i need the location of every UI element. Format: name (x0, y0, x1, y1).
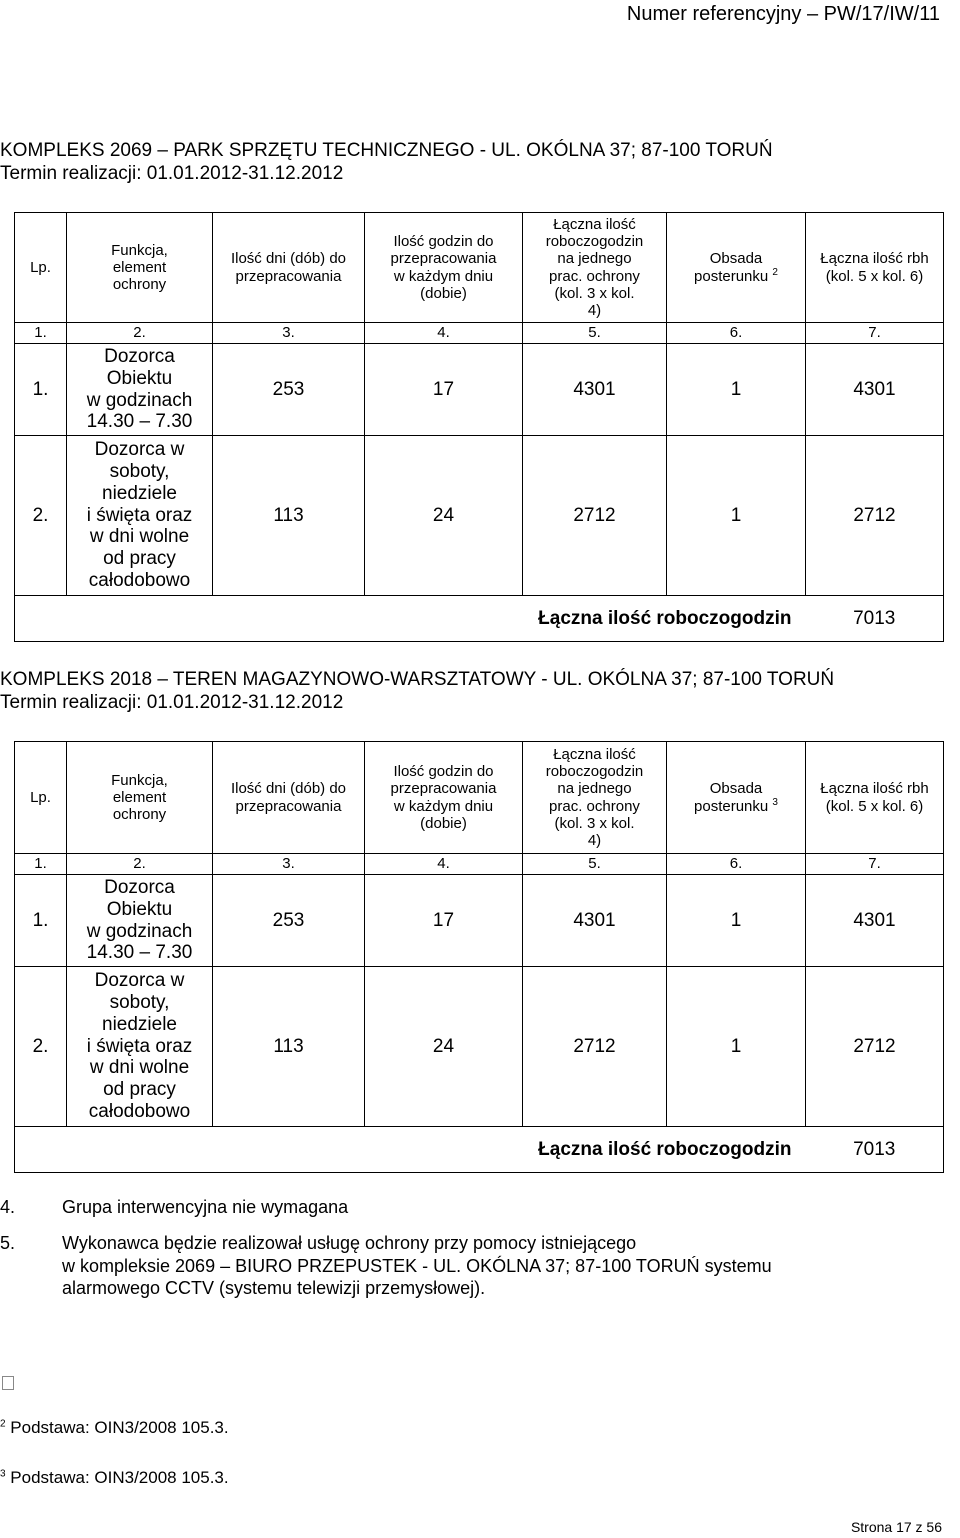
row-function: Dozorca Obiektu w godzinach 14.30 – 7.30 (67, 875, 213, 967)
col-header-lp: Lp. (15, 213, 67, 323)
row-days: 113 (213, 967, 365, 1127)
total-label: Łączna ilość roboczogodzin (15, 1127, 806, 1173)
table-header-row (15, 742, 944, 854)
footnote-text: Podstawa: OIN3/2008 105.3. (10, 1418, 229, 1437)
col-number: 3. (213, 854, 365, 875)
total-label: Łączna ilość roboczogodzin (15, 596, 806, 642)
col-number: 5. (523, 854, 667, 875)
row-lp: 2. (15, 967, 67, 1127)
footnote-2 (0, 1418, 229, 1438)
col-number: 7. (806, 854, 944, 875)
note-number: 5. (0, 1233, 16, 1253)
col-number: 7. (806, 323, 944, 344)
col-header-lp: Lp. (15, 742, 67, 854)
note-number: 4. (0, 1197, 16, 1217)
row-hours: 17 (365, 344, 523, 436)
row-total-hours: 4301 (523, 875, 667, 967)
col-header-crew: Obsada posterunku $^3$ (667, 742, 806, 854)
row-rbh: 2712 (806, 967, 944, 1127)
col-number: 4. (365, 323, 523, 344)
col-header-rbh: Łączna ilość rbh (kol. 5 x kol. 6) (806, 742, 944, 854)
note-text: w kompleksie 2069 – BIURO PRZEPUSTEK - UL. OKÓLNA 37; 87-100 TORUŃ systemu (62, 1255, 772, 1276)
total-value: 7013 (806, 596, 944, 642)
total-value: 7013 (806, 1127, 944, 1173)
footnote-marker: 2 (0, 1418, 6, 1430)
note-text: Wykonawca będzie realizował usługę ochrony przy pomocy istniejącego (62, 1233, 637, 1253)
row-crew: 1 (667, 967, 806, 1127)
row-lp: 1. (15, 875, 67, 967)
row-lp: 2. (15, 436, 67, 596)
row-function: Dozorca Obiektu w godzinach 14.30 – 7.30 (67, 344, 213, 436)
table-row (15, 967, 944, 1127)
document-reference: Numer referencyjny – PW/17/IW/11 (626, 3, 940, 25)
section1-title: KOMPLEKS 2069 – PARK SPRZĘTU TECHNICZNEGO - UL. OKÓLNA 37; 87-100 TORUŃ (0, 140, 773, 161)
section1-term: Termin realizacji: 01.01.2012-31.12.2012 (0, 163, 344, 184)
col-header-total-hours: Łączna ilość roboczogodzin na jednego prac. ochrony (kol. 3 x kol. 4) (523, 213, 667, 323)
row-days: 253 (213, 344, 365, 436)
row-hours: 24 (365, 436, 523, 596)
col-number: 4. (365, 854, 523, 875)
row-rbh: 2712 (806, 436, 944, 596)
col-number: 6. (667, 854, 806, 875)
col-header-days: Ilość dni (dób) do przepracowania (213, 213, 365, 323)
row-crew: 1 (667, 436, 806, 596)
column-number-row (15, 323, 944, 344)
col-header-hours: Ilość godzin do przepracowania w każdym dniu (dobie) (365, 213, 523, 323)
total-row (15, 596, 944, 642)
page-number: Strona 17 z 56 (850, 1519, 942, 1535)
table-row (15, 344, 944, 436)
row-rbh: 4301 (806, 344, 944, 436)
col-header-function: Funkcja, element ochrony (67, 213, 213, 323)
note-text: Grupa interwencyjna nie wymagana (62, 1197, 349, 1217)
col-number: 5. (523, 323, 667, 344)
col-number: 1. (15, 323, 67, 344)
col-number: 2. (67, 854, 213, 875)
section2-table (14, 741, 944, 1173)
section2-title: KOMPLEKS 2018 – TEREN MAGAZYNOWO-WARSZTATOWY - UL. OKÓLNA 37; 87-100 TORUŃ (0, 669, 835, 690)
col-number: 1. (15, 854, 67, 875)
col-number: 2. (67, 323, 213, 344)
section2-term: Termin realizacji: 01.01.2012-31.12.2012 (0, 692, 344, 713)
row-total-hours: 2712 (523, 967, 667, 1127)
row-function: Dozorca w soboty, niedziele i święta oraz w dni wolne od pracy całodobowo (67, 967, 213, 1127)
row-total-hours: 2712 (523, 436, 667, 596)
col-header-function: Funkcja, element ochrony (67, 742, 213, 854)
row-rbh: 4301 (806, 875, 944, 967)
row-days: 253 (213, 875, 365, 967)
note-5 (0, 1232, 772, 1300)
col-header-rbh: Łączna ilość rbh (kol. 5 x kol. 6) (806, 213, 944, 323)
checkbox-placeholder-icon (2, 1376, 14, 1390)
table-row (15, 436, 944, 596)
section1-table (14, 212, 944, 642)
row-function: Dozorca w soboty, niedziele i święta oraz w dni wolne od pracy całodobowo (67, 436, 213, 596)
col-header-days: Ilość dni (dób) do przepracowania (213, 742, 365, 854)
row-lp: 1. (15, 344, 67, 436)
footnote-text: Podstawa: OIN3/2008 105.3. (10, 1468, 229, 1487)
col-header-crew: Obsada posterunku $^2$ (667, 213, 806, 323)
row-crew: 1 (667, 344, 806, 436)
footnote-marker: 3 (0, 1468, 6, 1480)
note-4 (0, 1197, 348, 1218)
row-crew: 1 (667, 875, 806, 967)
total-row (15, 1127, 944, 1173)
col-number: 6. (667, 323, 806, 344)
note-text: alarmowego CCTV (systemu telewizji przemysłowej). (62, 1278, 486, 1298)
col-header-total-hours: Łączna ilość roboczogodzin na jednego prac. ochrony (kol. 3 x kol. 4) (523, 742, 667, 854)
col-number: 3. (213, 323, 365, 344)
row-days: 113 (213, 436, 365, 596)
row-hours: 24 (365, 967, 523, 1127)
footnote-3 (0, 1468, 229, 1488)
table-row (15, 875, 944, 967)
col-header-hours: Ilość godzin do przepracowania w każdym dniu (dobie) (365, 742, 523, 854)
column-number-row (15, 854, 944, 875)
row-hours: 17 (365, 875, 523, 967)
row-total-hours: 4301 (523, 344, 667, 436)
table-header-row (15, 213, 944, 323)
